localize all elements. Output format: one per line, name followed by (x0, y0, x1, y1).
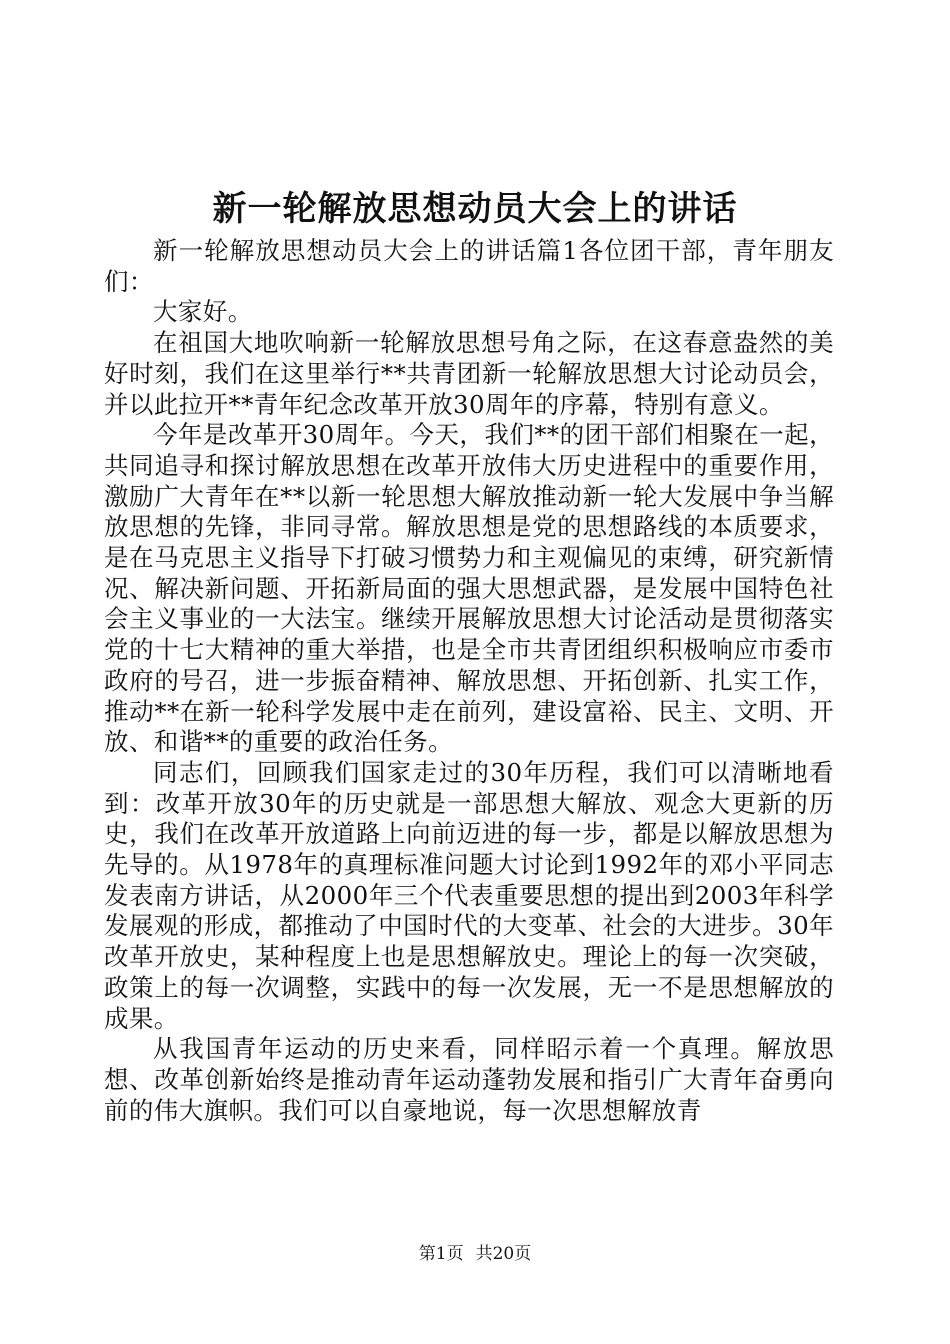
paragraph: 同志们，回顾我们国家走过的30年历程，我们可以清晰地看到：改革开放30年的历史就是一部思想大解放、观念大更新的历史，我们在改革开放道路上向前迈进的每一步，都是以解放思想为先导的。从1978年的真理标准问题大讨论到1992年的邓小平同志发表南方讲话，从2000年三个代表重要思想的提出到2003年科学发展观的形成，都推动了中国时代的大变革、社会的大进步。30年改革开放史，某种程度上也是思想解放史。理论上的每一次突破，政策上的每一次调整，实践中的每一次发展，无一不是思想解放的成果。 (104, 757, 834, 1033)
paragraph: 在祖国大地吹响新一轮解放思想号角之际，在这春意盎然的美好时刻，我们在这里举行**共青团新一轮解放思想大讨论动员会，并以此拉开**青年纪念改革开放30周年的序幕，特别有意义。 (104, 328, 834, 419)
paragraph: 大家好。 (153, 297, 253, 327)
page-total: 共20页 (475, 1244, 532, 1264)
paragraph: 新一轮解放思想动员大会上的讲话篇1各位团干部，青年朋友们： (104, 236, 834, 296)
page-number: 第1页 (418, 1244, 464, 1264)
paragraph: 今年是改革开30周年。今天，我们**的团干部们相聚在一起，共同追寻和探讨解放思想在改革开放伟大历史进程中的重要作用，激励广大青年在**以新一轮思想大解放推动新一轮大发展中争当解放思想的先锋，非同寻常。解放思想是党的思想路线的本质要求，是在马克思主义指导下打破习惯势力和主观偏见的束缚，研究新情况、解决新问题、开拓新局面的强大思想武器，是发展中国特色社会主义事业的一大法宝。继续开展解放思想大讨论活动是贯彻落实党的十七大精神的重大举措，也是全市共青团组织积极响应市委市政府的号召，进一步振奋精神、解放思想、开拓创新、扎实工作，推动**在新一轮科学发展中走在前列，建设富裕、民主、文明、开放、和谐**的重要的政治任务。 (104, 420, 834, 757)
document-body (104, 236, 834, 1126)
paragraph: 从我国青年运动的历史来看，同样昭示着一个真理。解放思想、改革创新始终是推动青年运动蓬勃发展和指引广大青年奋勇向前的伟大旗帜。我们可以自豪地说，每一次思想解放青 (104, 1034, 834, 1125)
document-title: 新一轮解放思想动员大会上的讲话 (212, 189, 738, 229)
page-footer (0, 1243, 950, 1265)
